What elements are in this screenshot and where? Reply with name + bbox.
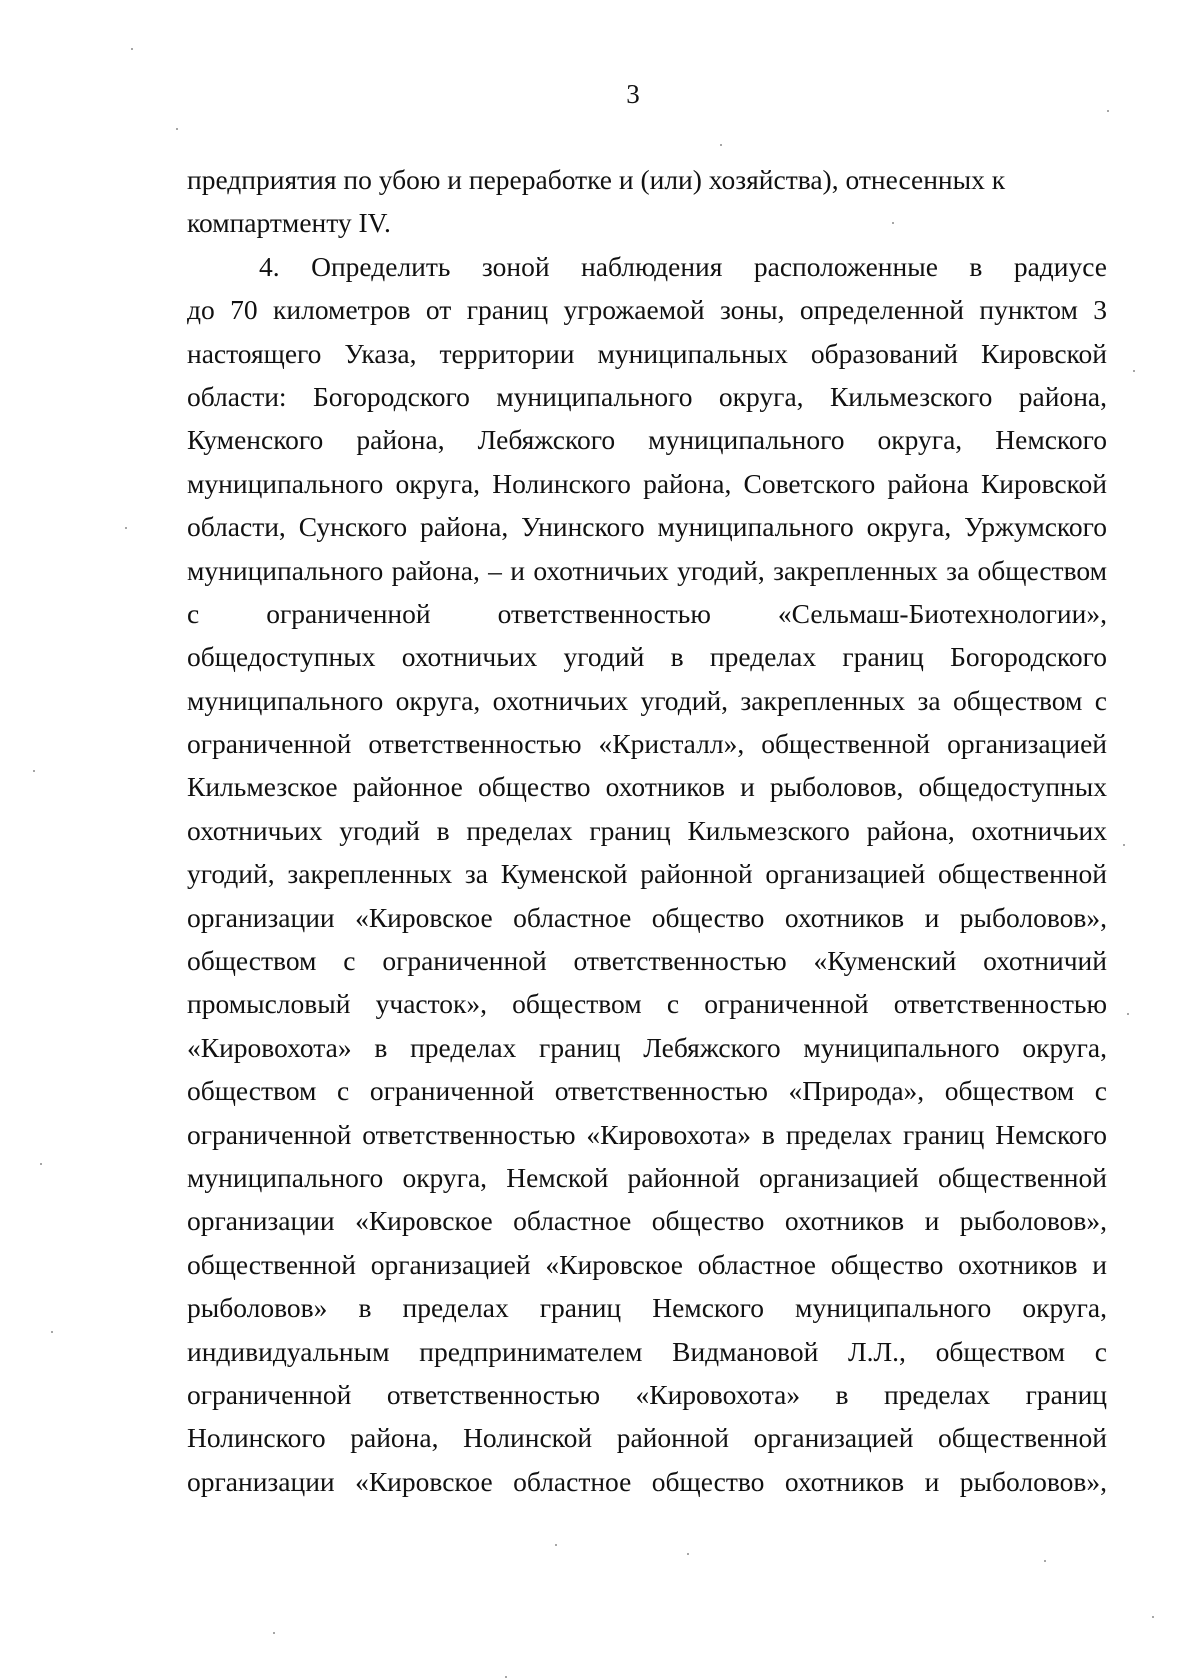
text-line: до 70 километров от границ угрожаемой зоны, определенной пунктом 3 bbox=[187, 294, 1107, 326]
scan-speck bbox=[1152, 1616, 1154, 1618]
scan-speck bbox=[33, 770, 35, 772]
text-line: индивидуальным предпринимателем Видмановой Л.Л., обществом с bbox=[187, 1335, 1107, 1367]
text-line: области: Богородского муниципального округа, Кильмезского района, bbox=[187, 380, 1107, 412]
text-line: ограниченной ответственностью «Кристалл», общественной организацией bbox=[187, 728, 1107, 760]
text-line: обществом с ограниченной ответственностью «Природа», обществом с bbox=[187, 1075, 1107, 1107]
text-line: муниципального района, – и охотничьих угодий, закрепленных за обществом bbox=[187, 554, 1107, 586]
text-line: организации «Кировское областное общество охотников и рыболовов», bbox=[187, 901, 1107, 933]
scan-speck bbox=[273, 1632, 275, 1634]
text-line: муниципального округа, Нолинского района, Советского района Кировской bbox=[187, 467, 1107, 499]
scan-speck bbox=[1123, 844, 1125, 846]
text-line: организации «Кировское областное общество охотников и рыболовов», bbox=[187, 1205, 1107, 1237]
scan-speck bbox=[1133, 370, 1135, 372]
text-line: муниципального округа, охотничьих угодий, закрепленных за обществом с bbox=[187, 684, 1107, 716]
text-line: ограниченной ответственностью «Кировохота» в пределах границ Немского bbox=[187, 1118, 1107, 1150]
document-body bbox=[187, 158, 1107, 1503]
text-line: 4. Определить зоной наблюдения расположенные в радиусе bbox=[259, 250, 1107, 282]
text-line: с ограниченной ответственностью «Сельмаш-Биотехнологии», bbox=[187, 597, 1107, 629]
text-line: области, Сунского района, Унинского муниципального округа, Уржумского bbox=[187, 511, 1107, 543]
text-line: муниципального округа, Немской районной организацией общественной bbox=[187, 1161, 1107, 1193]
text-line: Кильмезское районное общество охотников и рыболовов, общедоступных bbox=[187, 771, 1107, 803]
text-line: «Кировохота» в пределах границ Лебяжского муниципального округа, bbox=[187, 1031, 1107, 1063]
text-line: общедоступных охотничьих угодий в пределах границ Богородского bbox=[187, 641, 1107, 673]
scan-speck bbox=[1044, 1560, 1046, 1562]
scan-speck bbox=[40, 1163, 42, 1165]
text-line: организации «Кировское областное общество охотников и рыболовов», bbox=[187, 1465, 1107, 1497]
scan-speck bbox=[131, 48, 133, 50]
scan-speck bbox=[720, 144, 722, 146]
scan-speck bbox=[892, 222, 894, 224]
text-line: охотничьих угодий в пределах границ Кильмезского района, охотничьих bbox=[187, 814, 1107, 846]
text-line: ограниченной ответственностью «Кировохота» в пределах границ bbox=[187, 1378, 1107, 1410]
scan-speck bbox=[555, 1544, 557, 1546]
scan-speck bbox=[125, 527, 127, 529]
text-line: Нолинского района, Нолинской районной организацией общественной bbox=[187, 1422, 1107, 1454]
scan-speck bbox=[687, 1553, 689, 1555]
scan-speck bbox=[176, 128, 178, 130]
text-line: рыболовов» в пределах границ Немского муниципального округа, bbox=[187, 1292, 1107, 1324]
text-line: Куменского района, Лебяжского муниципального округа, Немского bbox=[187, 424, 1107, 456]
scan-speck bbox=[1107, 110, 1109, 112]
text-line: настоящего Указа, территории муниципальных образований Кировской bbox=[187, 337, 1107, 369]
scan-speck bbox=[1127, 1013, 1129, 1015]
text-line: промысловый участок», обществом с ограниченной ответственностью bbox=[187, 988, 1107, 1020]
scan-speck bbox=[51, 1331, 53, 1333]
text-line: угодий, закрепленных за Куменской районной организацией общественной bbox=[187, 858, 1107, 890]
text-line: компартменту IV. bbox=[187, 207, 391, 239]
text-line: общественной организацией «Кировское областное общество охотников и bbox=[187, 1248, 1107, 1280]
text-line: обществом с ограниченной ответственностью «Куменский охотничий bbox=[187, 945, 1107, 977]
text-line: предприятия по убою и переработке и (или) хозяйства), отнесенных к bbox=[187, 164, 1006, 195]
page-number: 3 bbox=[626, 79, 640, 109]
